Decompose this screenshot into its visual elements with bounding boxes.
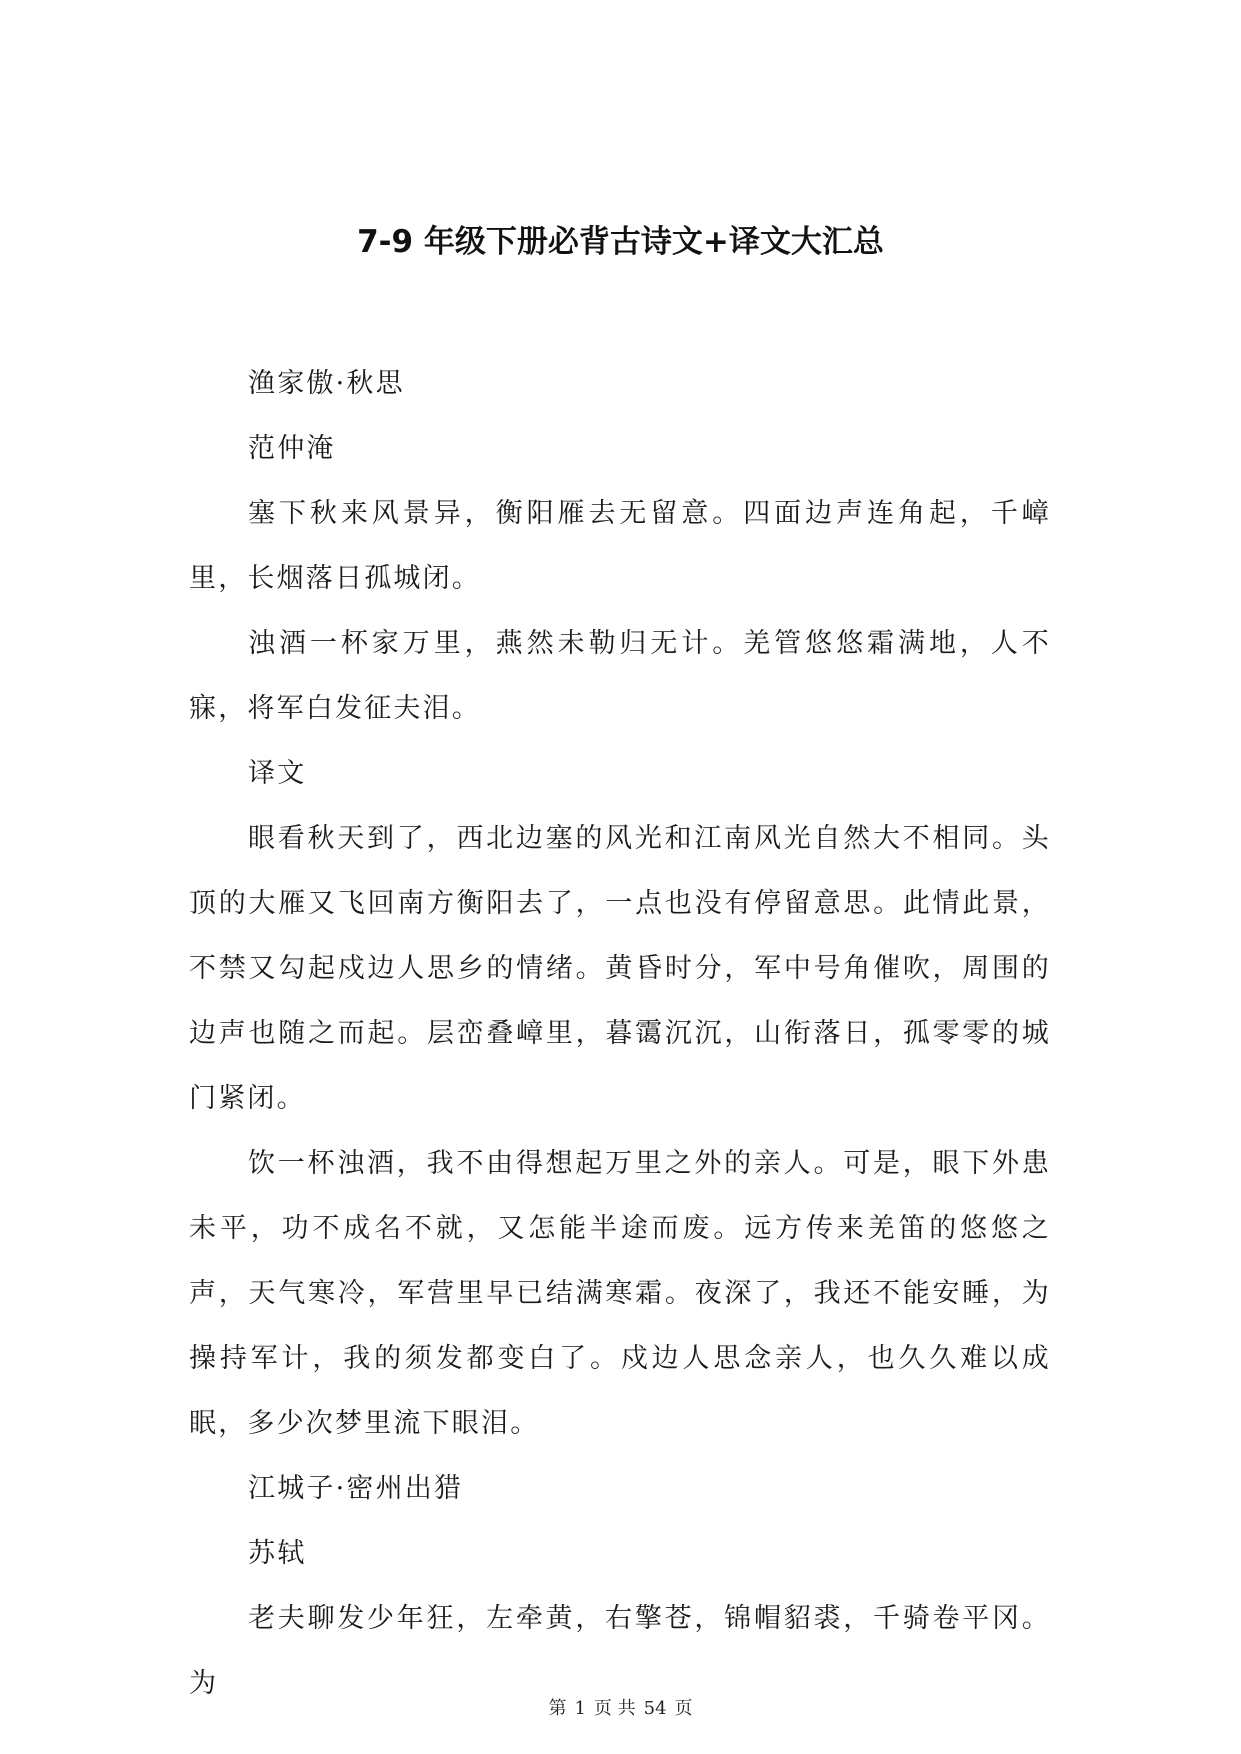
poem-stanza: 老夫聊发少年狂，左牵黄，右擎苍，锦帽貂裘，千骑卷平冈。为 bbox=[189, 1603, 1051, 1699]
footer-total-pages: 54 bbox=[643, 1698, 667, 1719]
footer-page-number: 1 bbox=[574, 1698, 586, 1719]
translation-paragraph: 眼看秋天到了，西北边塞的风光和江南风光自然大不相同。头顶的大雁又飞回南方衡阳去了，一点也没有停留意思。此情此景，不禁又勾起戍边人思乡的情绪。黄昏时分，军中号角催吹，周围的边声也随之而起。层峦叠嶂里，暮霭沉沉，山衔落日，孤零零的城门紧闭。 bbox=[189, 823, 1051, 1114]
page-footer bbox=[0, 1697, 1241, 1721]
footer-prefix: 第 bbox=[548, 1698, 567, 1719]
poem-title: 渔家傲·秋思 bbox=[248, 368, 405, 399]
poem-author: 苏轼 bbox=[248, 1538, 307, 1569]
poem-stanza: 塞下秋来风景异，衡阳雁去无留意。四面边声连角起，千嶂里，长烟落日孤城闭。 bbox=[189, 498, 1051, 594]
poem-stanza: 浊酒一杯家万里，燕然未勒归无计。羌管悠悠霜满地，人不寐，将军白发征夫泪。 bbox=[189, 628, 1051, 724]
footer-suffix: 页 bbox=[674, 1698, 693, 1719]
poem-title: 江城子·密州出猎 bbox=[248, 1473, 464, 1504]
footer-middle: 页 共 bbox=[593, 1698, 636, 1719]
document-body bbox=[189, 351, 1051, 1716]
translation-paragraph: 饮一杯浊酒，我不由得想起万里之外的亲人。可是，眼下外患未平，功不成名不就，又怎能半途而废。远方传来羌笛的悠悠之声，天气寒冷，军营里早已结满寒霜。夜深了，我还不能安睡，为操持军计，我的须发都变白了。戍边人思念亲人，也久久难以成眠，多少次梦里流下眼泪。 bbox=[189, 1148, 1051, 1439]
poem-author: 范仲淹 bbox=[248, 433, 336, 464]
document-title: 7-9 年级下册必背古诗文+译文大汇总 bbox=[357, 224, 884, 260]
translation-heading: 译文 bbox=[248, 758, 307, 789]
